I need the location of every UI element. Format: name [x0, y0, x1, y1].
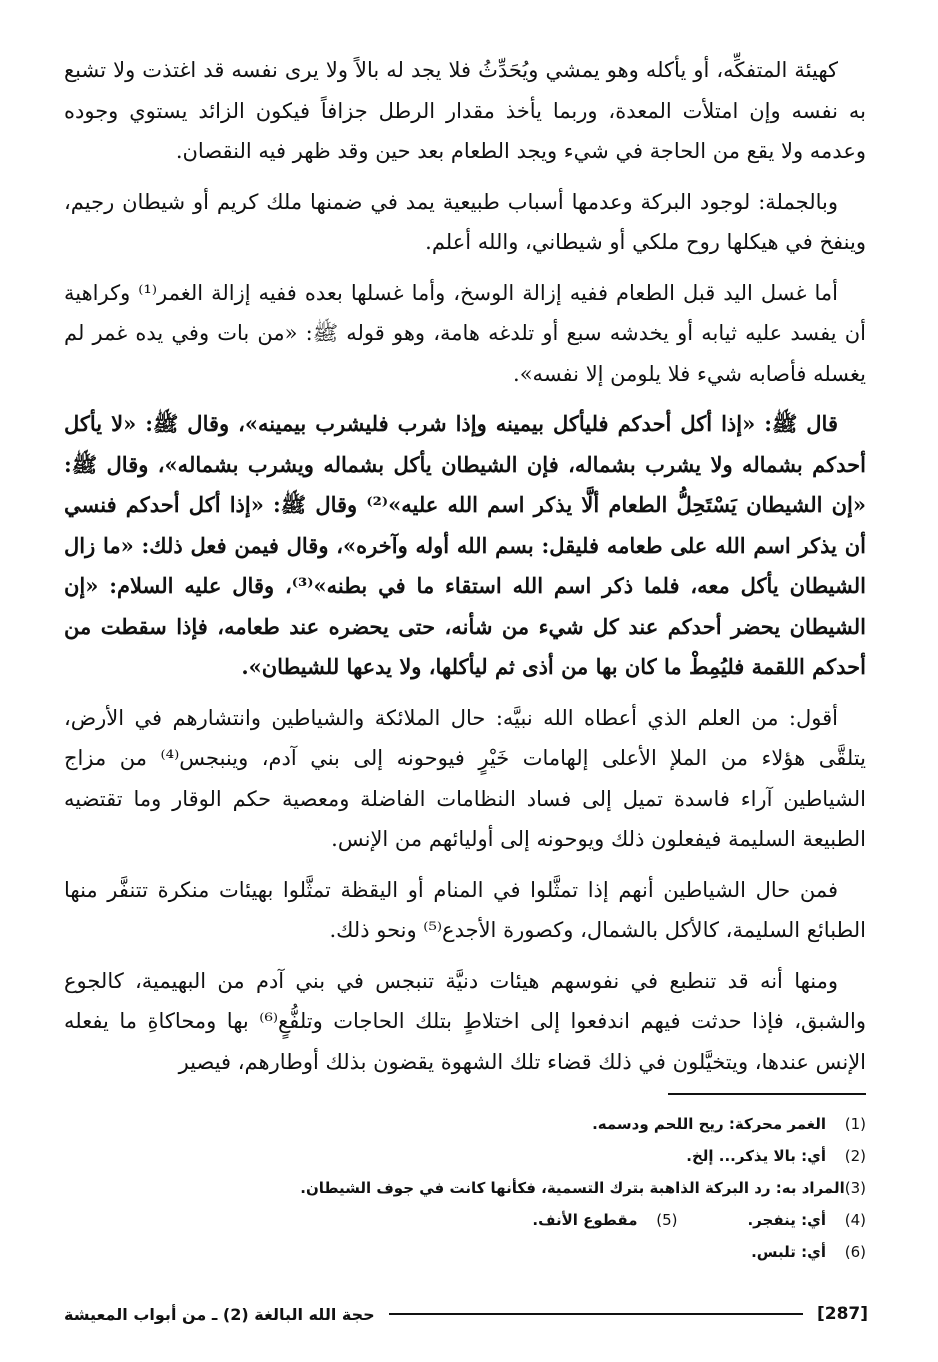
footnote-text: الغمر محركة: ريح اللحم ودسمه.	[592, 1115, 826, 1133]
footnote-number: (3)	[844, 1179, 866, 1197]
footnotes	[300, 1108, 866, 1268]
paragraph-5: أقول: من العلم الذي أعطاه الله نبيَّه: حال الملائكة والشياطين وانتشارهم في الأرض، يتلقَّى هؤلاء من الملإ الأعلى إلهامات خَيْرٍ فيوحونه إلى بني آدم، وينبجس⁽⁴⁾ من مزاج الشياطين آراء فاسدة تميل إلى فساد النظامات الفاضلة ومعصية حكم الوقار وما تقتضيه الطبيعة السليمة فيفعلون ذلك ويوحونه إلى أوليائهم من الإنس.	[64, 705, 867, 851]
page-body	[64, 50, 866, 1092]
paragraph-1: كهيئة المتفكِّه، أو يأكله وهو يمشي ويُحَدِّثُ فلا يجد له بالاً ولا يرى نفسه قد اغتذت ولا تشبع به نفسه وإن امتلأت المعدة، وربما يأخذ مقدار الرطل جزافاً فيكون الزائد يستوي وجوده وعدمه ولا يقع من الحاجة في شيء ويجد الطعام بعد حين وقد ظهر فيه النقصان.	[64, 58, 866, 163]
footnote-number: (6)	[844, 1243, 866, 1261]
paragraph-6: فمن حال الشياطين أنهم إذا تمثَّلوا في المنام أو اليقظة تمثَّلوا بهيئات منكرة تتنفَّر منها الطبائع السليمة، كالأكل بالشمال، وكصورة الأجدع⁽⁵⁾ ونحو ذلك.	[64, 877, 866, 942]
paragraph-hadith: قال ﷺ: «إذا أكل أحدكم فليأكل بيمينه وإذا شرب فليشرب بيمينه»، وقال ﷺ: «لا يأكل أحدكم بشماله ولا يشرب بشماله، فإن الشيطان يأكل بشماله ويشرب بشماله»، وقال ﷺ: «إن الشيطان يَسْتَحِلُّ الطعام ألَّا يذكر اسم الله عليه»⁽²⁾ وقال ﷺ: «إذا أكل أحدكم فنسي أن يذكر اسم الله على طعامه فليقل: بسم الله أوله وآخره»، وقال فيمن فعل ذلك: «ما زال الشيطان يأكل معه، فلما ذكر اسم الله استقاء ما في بطنه»⁽³⁾، وقال عليه السلام: «إن الشيطان يحضر أحدكم عند كل شيء من شأنه، حتى يحضره عند طعامه، فإذا سقطت من أحدكم اللقمة فليُمِطْ ما كان بها من أذى ثم ليأكلها، ولا يدعها للشيطان».	[64, 411, 866, 679]
footnote-text: أي: بالا يذكر... إلخ.	[686, 1147, 826, 1165]
footnote-3	[300, 1172, 866, 1204]
footnote-2	[306, 1140, 866, 1172]
footnote-text: المراد به: رد البركة الذاهبة بترك التسمية، فكأنها كانت في جوف الشيطان.	[300, 1179, 845, 1197]
running-title: حجة الله البالغة (2) ـ من أبواب المعيشة	[64, 1304, 375, 1324]
page-footer	[64, 1297, 868, 1331]
page-number: [287]	[816, 1304, 868, 1324]
footnote-4-5	[306, 1204, 866, 1236]
footnote-number: (2)	[844, 1147, 866, 1165]
footnote-1	[306, 1108, 866, 1140]
footnote-separator	[668, 1093, 866, 1095]
footnote-6	[306, 1236, 866, 1268]
footnote-text: أي: تلبس.	[751, 1243, 826, 1261]
paragraph-7: ومنها أنه قد تنطبع في نفوسهم هيئات دنيَّة تنبجس في بني آدم من البهيمية، كالجوع والشبق، فإذا حدثت فيهم اندفعوا إلى اختلاطٍ بتلك الحاجات وتلفُّعٍ⁽⁶⁾ بها ومحاكاةِ ما يفعله الإنس عندها، ويتخيَّلون في ذلك قضاء تلك الشهوة يقضون بذلك أوطارهم، فيصير	[64, 968, 867, 1074]
footer-rule	[389, 1313, 803, 1315]
footnote-number: (5)	[656, 1211, 678, 1229]
footnote-number: (1)	[844, 1115, 866, 1133]
footnote-text: أي: ينفجر.	[747, 1211, 826, 1229]
paragraph-3: أما غسل اليد قبل الطعام ففيه إزالة الوسخ، وأما غسلها بعده ففيه إزالة الغمر⁽¹⁾ وكراهية أن يفسد عليه ثيابه أو يخدشه سبع أو تلدغه هامة، وهو قوله ﷺ: «من بات وفي يده غمر لم يغسله فأصابه شيء فلا يلومن إلا نفسه».	[64, 280, 866, 386]
footnote-number: (4)	[844, 1211, 866, 1229]
paragraph-2: وبالجملة: لوجود البركة وعدمها أسباب طبيعية يمد في ضمنها ملك كريم أو شيطان رجيم، وينفخ في هيكلها روح ملكي أو شيطاني، والله أعلم.	[64, 189, 866, 254]
footnote-text: مقطوع الأنف.	[532, 1211, 638, 1229]
